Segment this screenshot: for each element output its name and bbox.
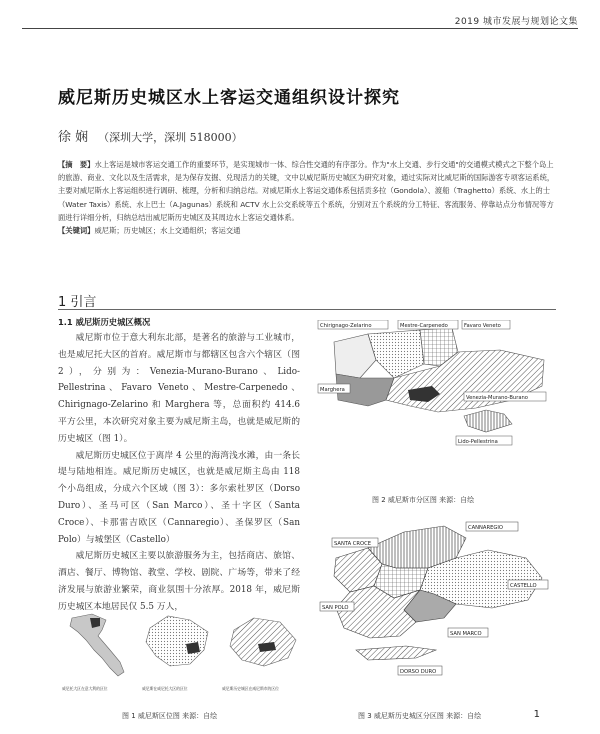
giudecca-island [356, 646, 436, 660]
label-sanmarco: SAN MARCO [450, 631, 482, 637]
figure1-sublabel: 威尼托大区在意大利的区位 [62, 686, 108, 691]
label-favaro: Favaro Veneto [464, 323, 501, 329]
abstract [58, 158, 556, 237]
label-mestre: Mestre-Carpenedo [400, 323, 448, 329]
keywords-text: 威尼斯；历史城区；水上交通组织；客运交通 [94, 226, 241, 236]
label-sanpolo: SAN POLO [322, 605, 349, 611]
figure2-map [316, 320, 556, 490]
venice-municipality-map [230, 618, 296, 666]
figure1-sublabel: 威尼斯历史城区在威尼斯市的区位 [222, 686, 279, 691]
header-rule [22, 28, 578, 29]
figure1-caption: 图 1 威尼斯区位图 来源：自绘 [122, 712, 218, 720]
author-line [58, 126, 243, 145]
paragraph: 威尼斯历史城区位于离岸 4 公里的海湾浅水滩，由一条长堤与陆地相连。威尼斯历史城区，也就是威尼斯主岛由 118 个小岛组成，分成六个区域（图 3）：多尔索杜罗区（Dorso Duro）、圣马可区（San Marco）、圣十字区（Santa Croce）、卡那雷吉欧区（Cannaregio）、圣保罗区（San Polo）与城堡区（Castello） [58, 450, 300, 545]
figure2-caption: 图 2 威尼斯市分区图 来源：自绘 [372, 496, 475, 504]
figure3-map [316, 518, 556, 698]
label-chirignago: Chirignago-Zelarino [320, 323, 372, 329]
author-name: 徐 娴 [58, 130, 89, 145]
page-number: 1 [533, 709, 540, 720]
paragraph: 威尼斯市位于意大利东北部，是著名的旅游与工业城市，也是威尼托大区的首府。威尼斯市与都辖区包含六个辖区（图 2），分别为：Venezia-Murano-Burano、Lido-Pellestrina、Favaro Veneto、Mestre-Carpenedo、Chirignago-Zelarino 和 Marghera 等，总面积约 414.6 平方公里，本次研究对象主要为威尼斯主岛，也就是威尼斯的历史城区（图 1）。 [58, 333, 300, 444]
district-mestre [368, 330, 424, 378]
section-heading: 1 引言 [58, 295, 97, 310]
venice-highlight [186, 642, 200, 654]
label-cannaregio: CANNAREGIO [468, 525, 503, 531]
abstract-text: 水上客运是城市客运交通工作的重要环节，是实现城市一体、综合性交通的有序部分。作为"水上交通、步行交通"的交通模式模式之下整个岛上的旅游、商业、文化以及生活需求，是为保存发掘、兑现活力的关键，文中以威尼斯历史城区为研究对象，通过实际对比威尼斯的国际游客专项客运系统，主要对威尼斯水上客运组织进行调研、梳理，分析和归纳总结。对威尼斯水上客运交通体系包括贡多拉（Gondola）、渡船（Traghetto）系统、水上的士（Water Taxis）系统、水上巴士（A.Jagunas）系统和 ACTV 水上公交系统等五个系统，分别对五个系统的分工特征、客流服务、停靠站点分布情况等方面进行详细分析，归纳总结出威尼斯历史城区及其周边水上客运交通体系。 [58, 160, 555, 222]
figure3-caption: 图 3 威尼斯历史城区分区图 来源：自绘 [358, 712, 482, 720]
subsection-heading: 1.1 威尼斯历史城区概况 [58, 317, 151, 327]
label-marghera: Marghera [320, 387, 345, 393]
label-lido: Lido-Pellestrina [458, 439, 498, 445]
veneto-map [146, 616, 208, 666]
section-rule [58, 309, 556, 310]
body-text [58, 330, 300, 616]
figure1-maps [58, 610, 308, 705]
label-venezia: Venezia-Murano-Burano [466, 395, 528, 401]
label-dorsoduro: DORSO DURO [400, 669, 437, 675]
district-lido [464, 410, 512, 432]
label-castello: CASTELLO [510, 583, 537, 589]
paragraph: 威尼斯历史城区主要以旅游服务为主，包括商店、旅馆、酒店、餐厅、博物馆、教堂、学校、剧院、广场等，带来了经济发展与旅游业繁荣，商业氛围十分浓厚。2018 年，威尼斯历史城区本地居民仅 5.5 万人， [58, 551, 300, 612]
figure1-sublabel: 威尼斯在威尼托大区的区位 [142, 686, 188, 691]
paper-title: 威尼斯历史城区水上客运交通组织设计探究 [58, 88, 400, 108]
district-chirignago [334, 334, 376, 378]
author-affiliation: （深圳大学，深圳 518000） [98, 131, 243, 144]
keywords-label: 【关键词】 [58, 226, 95, 236]
journal-header: 2019 城市发展与规划论文集 [454, 17, 578, 27]
label-santacroce: SANTA CROCE [334, 541, 371, 547]
abstract-label: 【摘 要】 [58, 160, 95, 169]
